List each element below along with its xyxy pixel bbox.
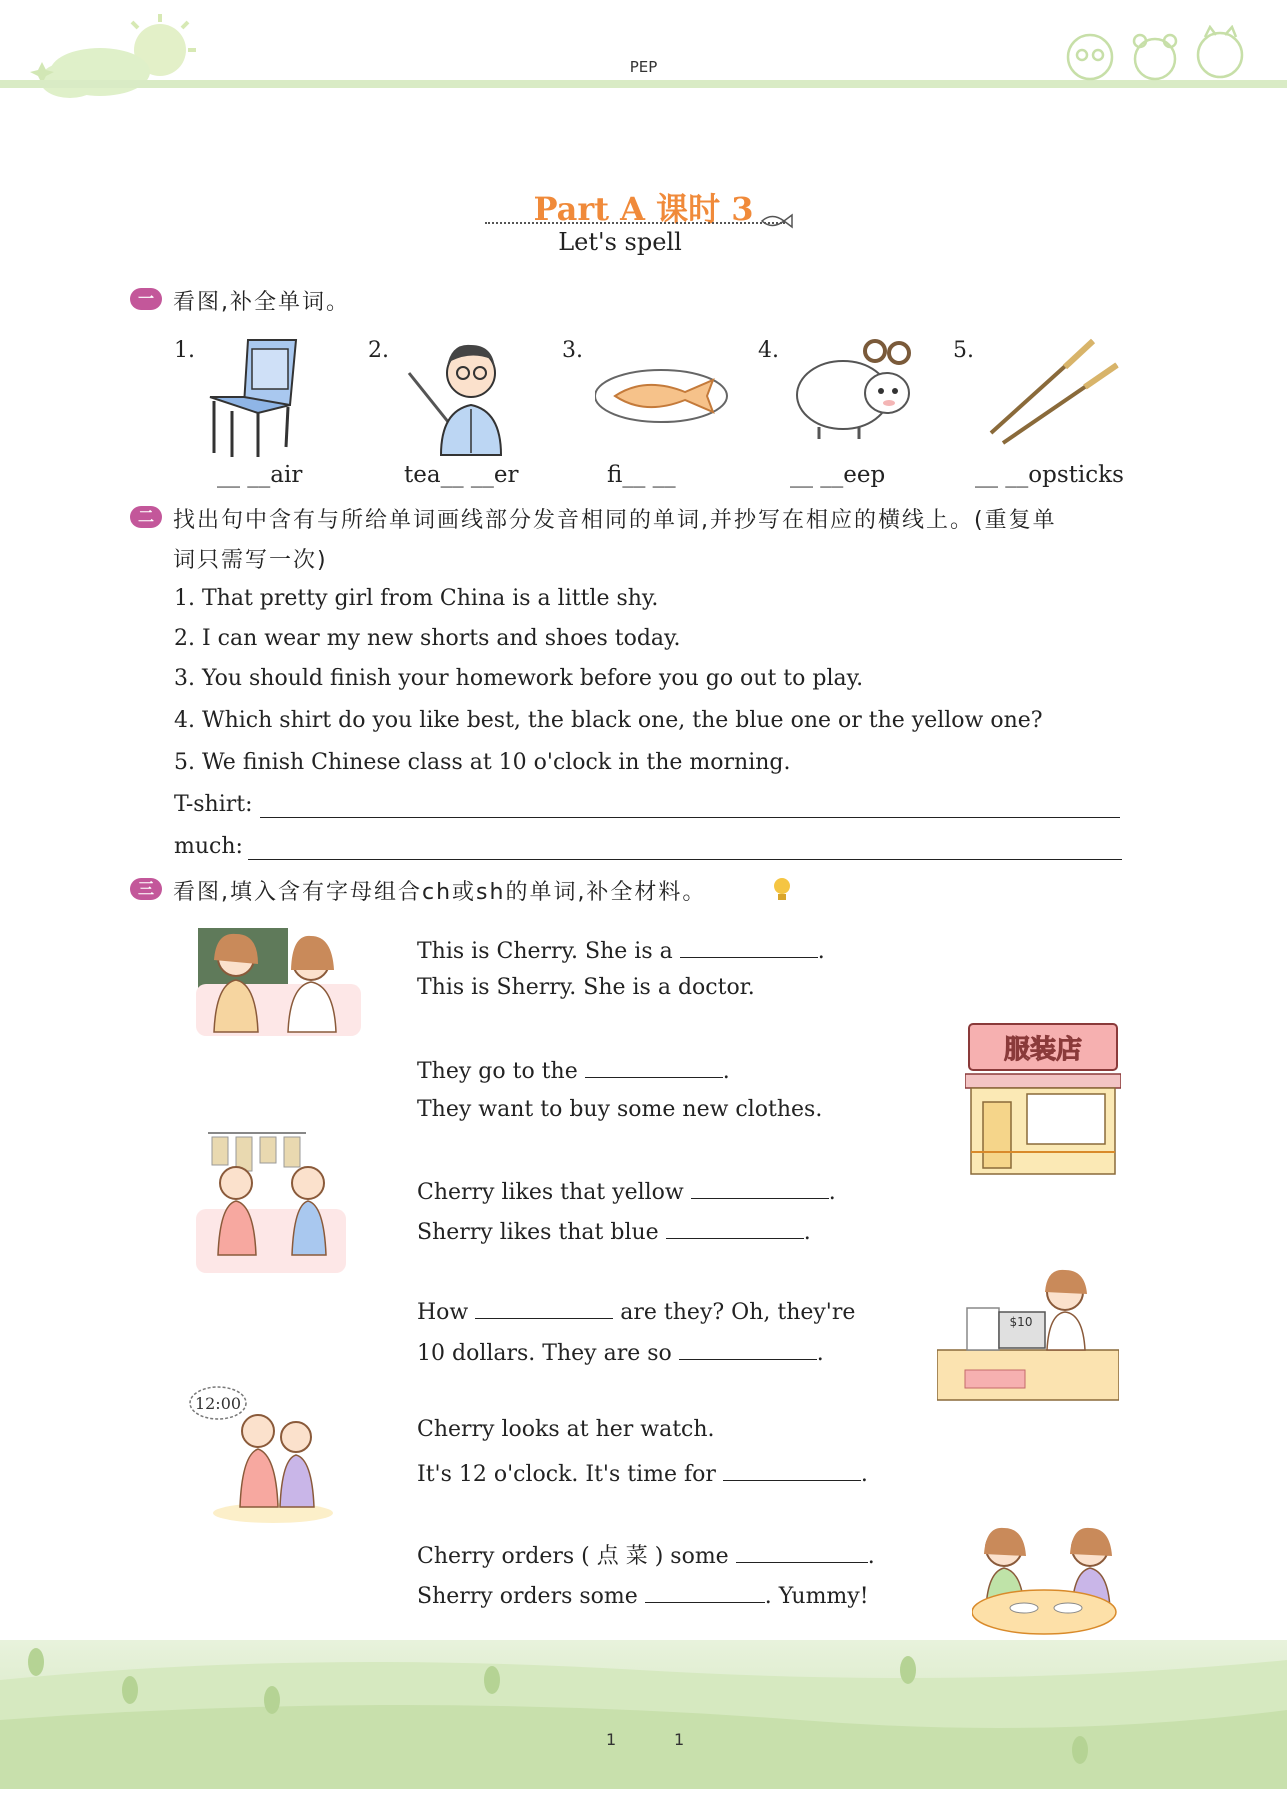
shop-sign-text: 服装店 — [1003, 1035, 1083, 1065]
answer-label-tshirt: T-shirt: — [174, 792, 253, 817]
s3-blank-3[interactable] — [691, 1176, 829, 1199]
cashier-picture — [937, 1262, 1119, 1406]
item-4-word: __ __eep — [790, 462, 886, 488]
fish-picture — [595, 366, 730, 430]
s3-line-2b: They want to buy some new clothes. — [417, 1097, 823, 1122]
s3-line-4a: How are they? Oh, they're — [417, 1296, 855, 1325]
sheep-picture — [795, 337, 920, 446]
sentence-4: 4. Which shirt do you like best, the black one, the blue one or the yellow one? — [174, 708, 1043, 733]
lesson-title: Part A 课时 3 — [533, 190, 754, 228]
footer-hills-decoration — [0, 1640, 1287, 1789]
answer-line-much[interactable] — [248, 859, 1122, 860]
s3-blank-2[interactable] — [585, 1055, 723, 1078]
clock-text: 12:00 — [194, 1394, 242, 1413]
s3-blank-5[interactable] — [475, 1296, 613, 1319]
s3-line-5a: Cherry looks at her watch. — [417, 1417, 715, 1442]
s3-line-2a: They go to the . — [417, 1055, 730, 1084]
page-number-right: 1 — [674, 1730, 685, 1749]
section-3-instruction: 看图,填入含有字母组合ch或sh的单词,补全材料。 — [173, 880, 707, 905]
s3-line-4b: 10 dollars. They are so . — [417, 1337, 824, 1366]
s3-line-6b: Sherry orders some . Yummy! — [417, 1580, 869, 1609]
section-1-instruction: 看图,补全单词。 — [173, 290, 350, 315]
item-3-number: 3. — [562, 338, 583, 363]
s3-line-3b: Sherry likes that blue . — [417, 1216, 811, 1245]
section-2-badge: 二 — [130, 506, 162, 528]
s3-blank-7[interactable] — [723, 1458, 861, 1481]
s3-blank-6[interactable] — [679, 1337, 817, 1360]
price-tag-text: $10 — [1009, 1315, 1033, 1329]
chair-picture — [208, 335, 298, 464]
lesson-title-rule — [485, 222, 785, 224]
s3-blank-4[interactable] — [666, 1216, 804, 1239]
sentence-5: 5. We finish Chinese class at 10 o'clock in the morning. — [174, 750, 791, 775]
s3-blank-1[interactable] — [680, 935, 818, 958]
s3-line-3a: Cherry likes that yellow . — [417, 1176, 836, 1205]
s3-line-1b: This is Sherry. She is a doctor. — [417, 975, 755, 1000]
item-5-number: 5. — [953, 338, 974, 363]
section-2-instruction-line1: 找出句中含有与所给单词画线部分发音相同的单词,并抄写在相应的横线上。(重复单 — [173, 508, 1057, 533]
item-3-word: fi__ __ — [607, 462, 676, 488]
item-4-number: 4. — [758, 338, 779, 363]
chopsticks-picture — [985, 335, 1125, 449]
cherry-sherry-picture — [196, 924, 361, 1040]
shopping-clothes-picture — [196, 1125, 351, 1279]
sentence-3: 3. You should finish your homework before you go out to play. — [174, 666, 864, 691]
header-animals-decoration — [1060, 25, 1260, 85]
section-3-badge: 三 — [130, 878, 162, 900]
sentence-2: 2. I can wear my new shorts and shoes today. — [174, 626, 681, 651]
s3-line-6a: Cherry orders ( 点 菜 ) some . — [417, 1539, 875, 1570]
lightbulb-icon — [770, 876, 794, 906]
s3-blank-8[interactable] — [736, 1540, 868, 1563]
s3-blank-9[interactable] — [645, 1580, 765, 1603]
s3-line-5b: It's 12 o'clock. It's time for . — [417, 1458, 868, 1487]
sentence-1: 1. That pretty girl from China is a little shy. — [174, 586, 659, 611]
s3-line-1a: This is Cherry. She is a . — [417, 935, 825, 964]
header-label: PEP — [629, 58, 658, 76]
section-1-badge: 一 — [130, 288, 162, 310]
item-1-word: __ __air — [217, 462, 303, 488]
watch-time-picture — [188, 1383, 338, 1527]
item-1-number: 1. — [174, 338, 195, 363]
restaurant-picture — [972, 1520, 1122, 1654]
answer-line-tshirt[interactable] — [260, 817, 1120, 818]
item-5-word: __ __opsticks — [975, 462, 1124, 488]
teacher-picture — [405, 333, 505, 462]
item-2-word: tea__ __er — [404, 462, 519, 488]
clothes-shop-picture — [965, 1022, 1121, 1181]
page-number-left: 1 — [606, 1730, 617, 1749]
lesson-subtitle: Let's spell — [558, 228, 682, 256]
section-2-instruction-line2: 词只需写一次) — [173, 548, 328, 573]
item-2-number: 2. — [368, 338, 389, 363]
answer-label-much: much: — [174, 834, 243, 859]
